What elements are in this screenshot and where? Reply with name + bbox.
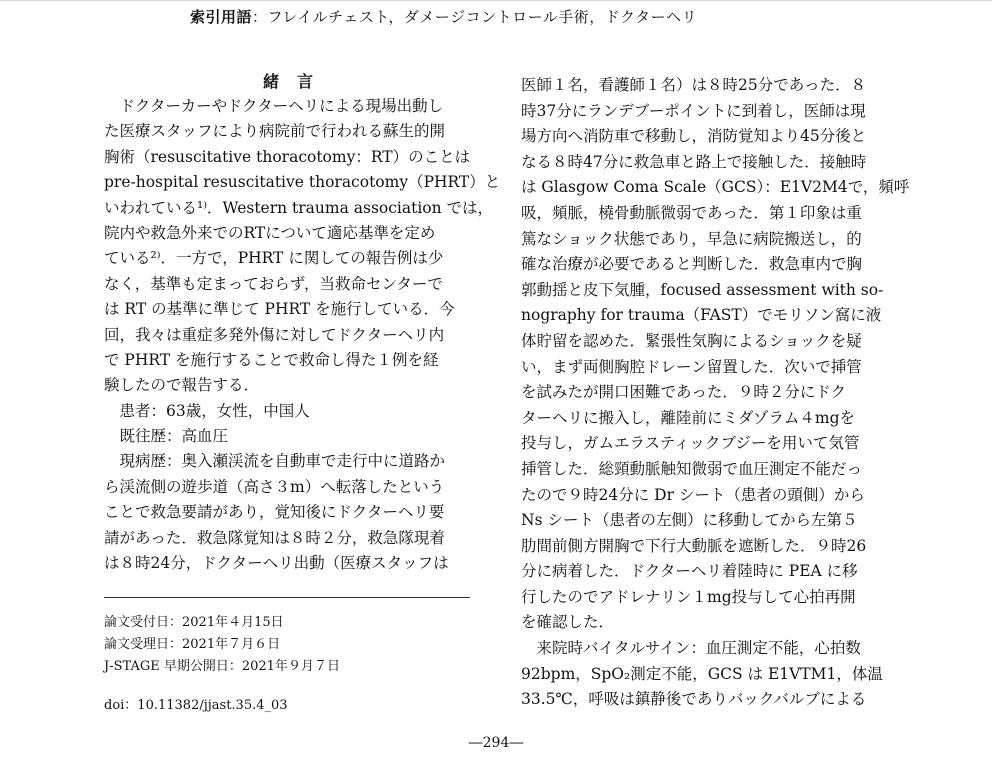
text-line: ターヘリに搬入し，離陸前にミダゾラム４mgを xyxy=(521,408,856,427)
received-date: 論文受付日：2021年４月15日 xyxy=(104,615,284,630)
text-line: 験したので報告する． xyxy=(104,376,260,395)
left-column xyxy=(104,70,501,576)
text-line: 回，我々は重症多発外傷に対してドクターヘリ内 xyxy=(104,325,445,344)
text-line: は８時24分，ドクターヘリ出動（医療スタッフは xyxy=(104,554,449,573)
top-border xyxy=(0,0,992,1)
text-line: 分に病着した．ドクターヘリ着陸時に PEA に移 xyxy=(521,562,858,581)
text-line: 確な治療が必要であると判断した．救急車内で胸 xyxy=(521,255,863,274)
published-date: J-STAGE 早期公開日：2021年９月７日 xyxy=(104,659,340,674)
doi: doi：10.11382/jjast.35.4_03 xyxy=(104,698,288,713)
text-line: 請があった．救急隊覚知は８時２分，救急隊現着 xyxy=(104,528,445,547)
text-line: なく，基準も定まっておらず，当救命センターで xyxy=(104,274,443,293)
text-line: を試みたが開口困難であった．９時２分にドク xyxy=(521,383,847,402)
accepted-date: 論文受理日：2021年７月６日 xyxy=(104,637,281,652)
text-line: 行したのでアドレナリン１mg投与して心拍再開 xyxy=(521,587,856,606)
text-line: は RT の基準に準じて PHRT を施行している．今 xyxy=(104,300,455,319)
text-line: 投与し，ガムエラスティックブジーを用いて気管 xyxy=(521,434,860,453)
text-line: 時37分にランデブーポイントに到着し，医師は現 xyxy=(521,101,866,120)
text-line: 体貯留を認めた．緊張性気胸によるショックを疑 xyxy=(521,331,862,350)
text-line: で PHRT を施行することで救命し得た１例を経 xyxy=(104,350,439,369)
text-line: 吸，頻脈，橈骨動脈微弱であった．第１印象は重 xyxy=(521,203,862,222)
text-line: ら渓流側の遊歩道（高さ３m）へ転落したという xyxy=(104,477,445,496)
text-line: 医師１名，看護師１名）は８時25分であった．８ xyxy=(521,76,867,94)
text-line: は Glasgow Coma Scale（GCS）：E1V2M4で，頻呼 xyxy=(521,178,910,197)
text-line: pre-hospital resuscitative thoracotomy（PHRT）と xyxy=(104,173,501,192)
keywords xyxy=(190,6,697,28)
text-line: たので９時24分に Dr シート（患者の頭側）から xyxy=(521,485,865,504)
text-line: ドクターカーやドクターヘリによる現場出動し xyxy=(104,97,444,115)
text-line: 既往歴：高血圧 xyxy=(104,427,229,446)
text-line: い，まず両側胸腔ドレーン留置した．次いで挿管 xyxy=(521,357,862,376)
text-line: を確認した． xyxy=(521,613,615,632)
text-line: 患者：63歳，女性，中国人 xyxy=(104,401,310,420)
text-line: 来院時バイタルサイン：血圧測定不能，心拍数 xyxy=(521,639,861,658)
text-line: 院内や救急外来でのRTについて適応基準を定め xyxy=(104,223,436,242)
keywords-text: ：フレイルチェスト，ダメージコントロール手術，ドクターヘリ xyxy=(252,8,698,26)
text-line: 場方向へ消防車で移動し，消防覚知より45分後と xyxy=(521,127,867,146)
keywords-label: 索引用語 xyxy=(190,8,253,26)
text-line: nography for trauma（FAST）でモリソン窩に液 xyxy=(521,306,882,325)
right-column xyxy=(521,73,910,713)
text-line: ている²⁾．一方で，PHRT に関しての報告例は少 xyxy=(104,249,444,268)
text-line: なる８時47分に救急車と路上で接触した．接触時 xyxy=(521,152,867,171)
text-line: た医療スタッフにより病院前で行われる蘇生的開 xyxy=(104,122,446,141)
footnotes xyxy=(104,612,340,678)
text-line: 肋間前側方開胸で下行大動脈を遮断した．９時26 xyxy=(521,536,867,555)
text-line: 篤なショック状態であり，早急に病院搬送し，的 xyxy=(521,229,862,248)
text-line: 現病歴：奥入瀬渓流を自動車で走行中に道路か xyxy=(104,452,446,471)
text-line: 郭動揺と皮下気腫，focused assessment with so- xyxy=(521,280,884,299)
text-line: 92bpm，SpO₂測定不能，GCS は E1VTM1，体温 xyxy=(521,664,883,683)
text-line: いわれている¹⁾．Western trauma association では， xyxy=(104,198,494,217)
text-line: ことで救急要請があり，覚知後にドクターヘリ要 xyxy=(104,503,445,522)
page-number: ―294― xyxy=(468,735,524,751)
text-line: 挿管した．総頸動脈触知微弱で血圧測定不能だっ xyxy=(521,459,863,478)
text-line: 33.5℃，呼吸は鎮静後でありバックバルブによる xyxy=(521,690,867,709)
section-heading: 緒言 xyxy=(262,72,331,91)
text-line: 胸術（resuscitative thoracotomy：RT）のことは xyxy=(104,147,471,166)
footnote-divider xyxy=(104,597,470,598)
text-line: Ns シート（患者の左側）に移動してから左第５ xyxy=(521,511,858,530)
